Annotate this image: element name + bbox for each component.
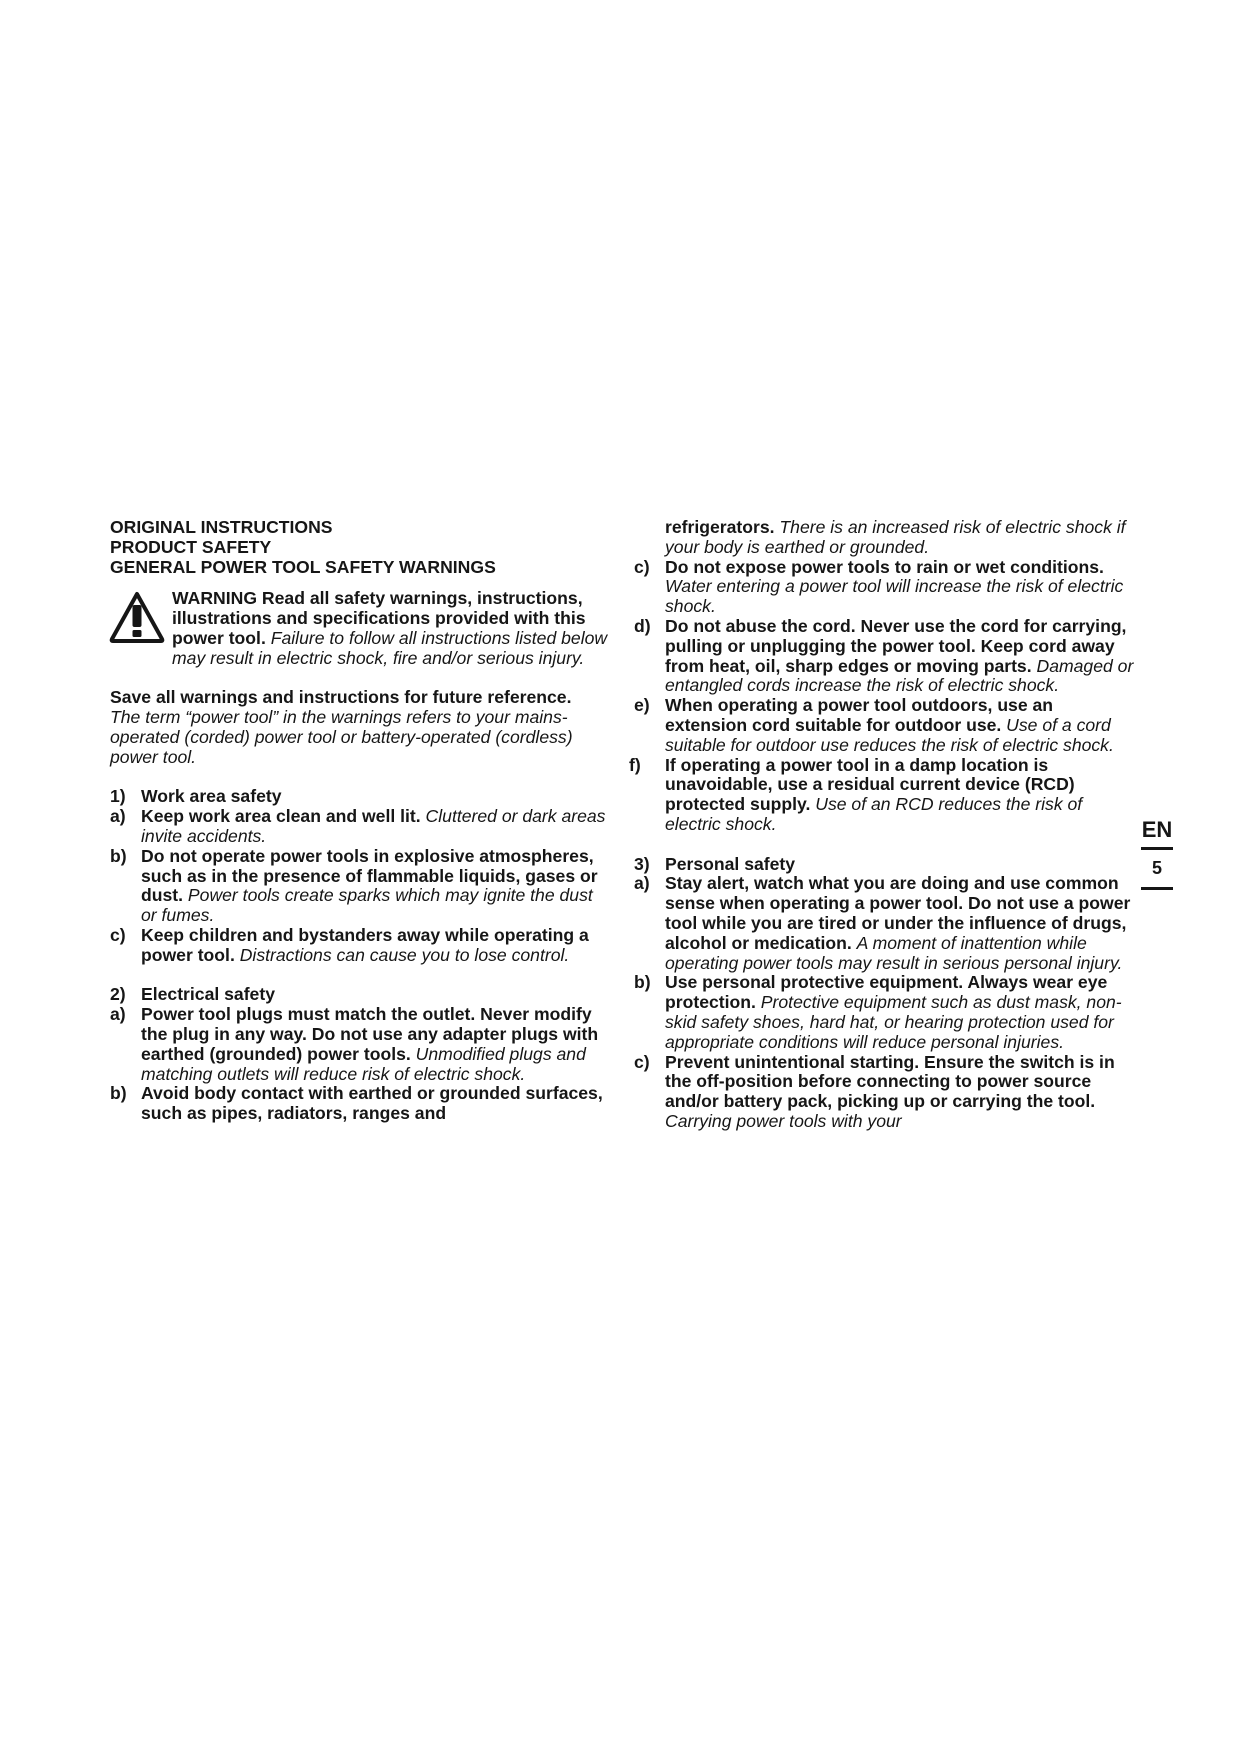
- item-bold: Do not operate power tools in explosive atmospheres, such as in the presence of flammable liquids, gases or dust.: [141, 845, 598, 906]
- item-label: b): [110, 845, 127, 866]
- page-number: 5: [1151, 858, 1162, 878]
- save-bold: Save all warnings and instructions for future reference.: [110, 687, 572, 708]
- list-item: [110, 847, 610, 926]
- item-label: a): [110, 806, 126, 827]
- list-item: [634, 973, 1134, 1052]
- item-bold: Power tool plugs must match the outlet. Never modify the plug in any way. Do not use any adapter plugs with earthed (grounded) power tools.: [141, 1004, 599, 1064]
- item-bold: Keep children and bystanders away while operating a power tool.: [141, 924, 589, 965]
- item-label: c): [634, 556, 650, 577]
- item-bold: Use personal protective equipment. Always wear eye protection.: [665, 972, 1108, 1013]
- item-label: c): [634, 1051, 650, 1072]
- section-number: 3): [634, 853, 650, 874]
- item-italic: Use of a cord suitable for outdoor use reduces the risk of electric shock.: [665, 714, 1114, 755]
- item-bold: Prevent unintentional starting. Ensure the switch is in the off-position before connecting to power source and/or battery pack, picking up or carrying the tool.: [665, 1051, 1115, 1112]
- language-tab: EN: [1141, 817, 1173, 842]
- warning-triangle-icon: [109, 591, 165, 643]
- list-item: [629, 754, 1134, 835]
- list-item: [110, 807, 610, 847]
- heading-product-safety: PRODUCT SAFETY: [110, 536, 272, 557]
- item-italic: Distractions can cause you to lose control.: [239, 944, 570, 965]
- item-italic: Unmodified plugs and matching outlets will reduce risk of electric shock.: [141, 1043, 586, 1084]
- item-bold: Do not expose power tools to rain or wet conditions.: [665, 556, 1104, 577]
- list-item: [110, 926, 610, 966]
- item-bold: Keep work area clean and well lit.: [141, 806, 421, 827]
- item-label: f): [629, 754, 641, 775]
- save-instructions: [110, 688, 610, 767]
- section-title: Personal safety: [665, 853, 796, 874]
- item-bold-part1: Avoid body contact with earthed or grounded surfaces, such as pipes, radiators, ranges and: [141, 1083, 603, 1124]
- warning-block: [110, 589, 610, 668]
- heading-general-warnings: GENERAL POWER TOOL SAFETY WARNINGS: [110, 556, 496, 577]
- item-label: c): [110, 924, 126, 945]
- item-italic: Cluttered or dark areas invite accidents.: [141, 806, 606, 846]
- left-column: [110, 518, 610, 1124]
- warning-text: [172, 589, 610, 668]
- item-label: a): [110, 1004, 126, 1025]
- item-label: d): [634, 615, 651, 636]
- item-italic: Power tools create sparks which may ignite the dust or fumes.: [141, 885, 593, 926]
- item-italic: There is an increased risk of electric shock if your body is earthed or grounded.: [665, 517, 1126, 557]
- warning-bold: WARNING Read all safety warnings, instructions, illustrations and specifications provided with this power tool.: [172, 588, 586, 648]
- list-item: [634, 617, 1134, 696]
- list-item-continued: [634, 518, 1134, 558]
- list-item: [634, 696, 1134, 755]
- item-bold: Do not abuse the cord. Never use the cord for carrying, pulling or unplugging the power tool. Keep cord away from heat, oil, sharp edges or moving parts.: [665, 615, 1127, 676]
- section-number: 1): [110, 786, 126, 807]
- section-electrical: [110, 985, 610, 1005]
- item-label: e): [634, 695, 650, 716]
- item-bold-part2: refrigerators.: [665, 517, 775, 537]
- warning-italic: Failure to follow all instructions listed below may result in electric shock, fire and/or serious injury.: [172, 627, 608, 668]
- item-bold: When operating a power tool outdoors, use an extension cord suitable for outdoor use.: [665, 695, 1054, 735]
- item-label: b): [634, 972, 651, 993]
- section-personal: [634, 855, 1134, 875]
- list-item: [634, 1053, 1134, 1132]
- list-item: [110, 1005, 610, 1084]
- section-number: 2): [110, 984, 126, 1005]
- section-title: Work area safety: [141, 786, 282, 807]
- item-italic: Protective equipment such as dust mask, non-skid safety shoes, hard hat, or hearing protection used for appropriate conditions will reduce personal injuries.: [665, 992, 1122, 1052]
- list-item: [110, 1084, 610, 1124]
- section-title: Electrical safety: [141, 984, 275, 1005]
- list-item: [634, 558, 1134, 617]
- right-column: [629, 517, 1134, 1132]
- item-bold: If operating a power tool in a damp location is unavoidable, use a residual current device (RCD) protected supply.: [665, 754, 1075, 815]
- item-italic: Use of an RCD reduces the risk of electric shock.: [665, 794, 1083, 834]
- item-label: b): [110, 1083, 127, 1104]
- item-italic: Carrying power tools with your: [665, 1110, 902, 1131]
- heading-original-instructions: ORIGINAL INSTRUCTIONS: [110, 517, 333, 537]
- item-label: a): [634, 873, 650, 894]
- item-italic: Damaged or entangled cords increase the risk of electric shock.: [665, 655, 1134, 696]
- power-tool-definition: The term “power tool” in the warnings refers to your mains-operated (corded) power tool or battery-operated (cordless) power tool.: [110, 707, 573, 767]
- tab-divider-bottom: [1141, 887, 1173, 890]
- item-italic: A moment of inattention while operating power tools may result in serious personal injury.: [665, 932, 1123, 973]
- section-work-area: [110, 787, 610, 807]
- tab-divider-top: [1141, 847, 1173, 850]
- item-italic: Water entering a power tool will increase the risk of electric shock.: [665, 576, 1124, 617]
- list-item: [634, 874, 1134, 973]
- item-bold: Stay alert, watch what you are doing and use common sense when operating a power tool. Do not use a power tool while you are tired or under the influence of drugs, alcohol or medication.: [665, 873, 1131, 953]
